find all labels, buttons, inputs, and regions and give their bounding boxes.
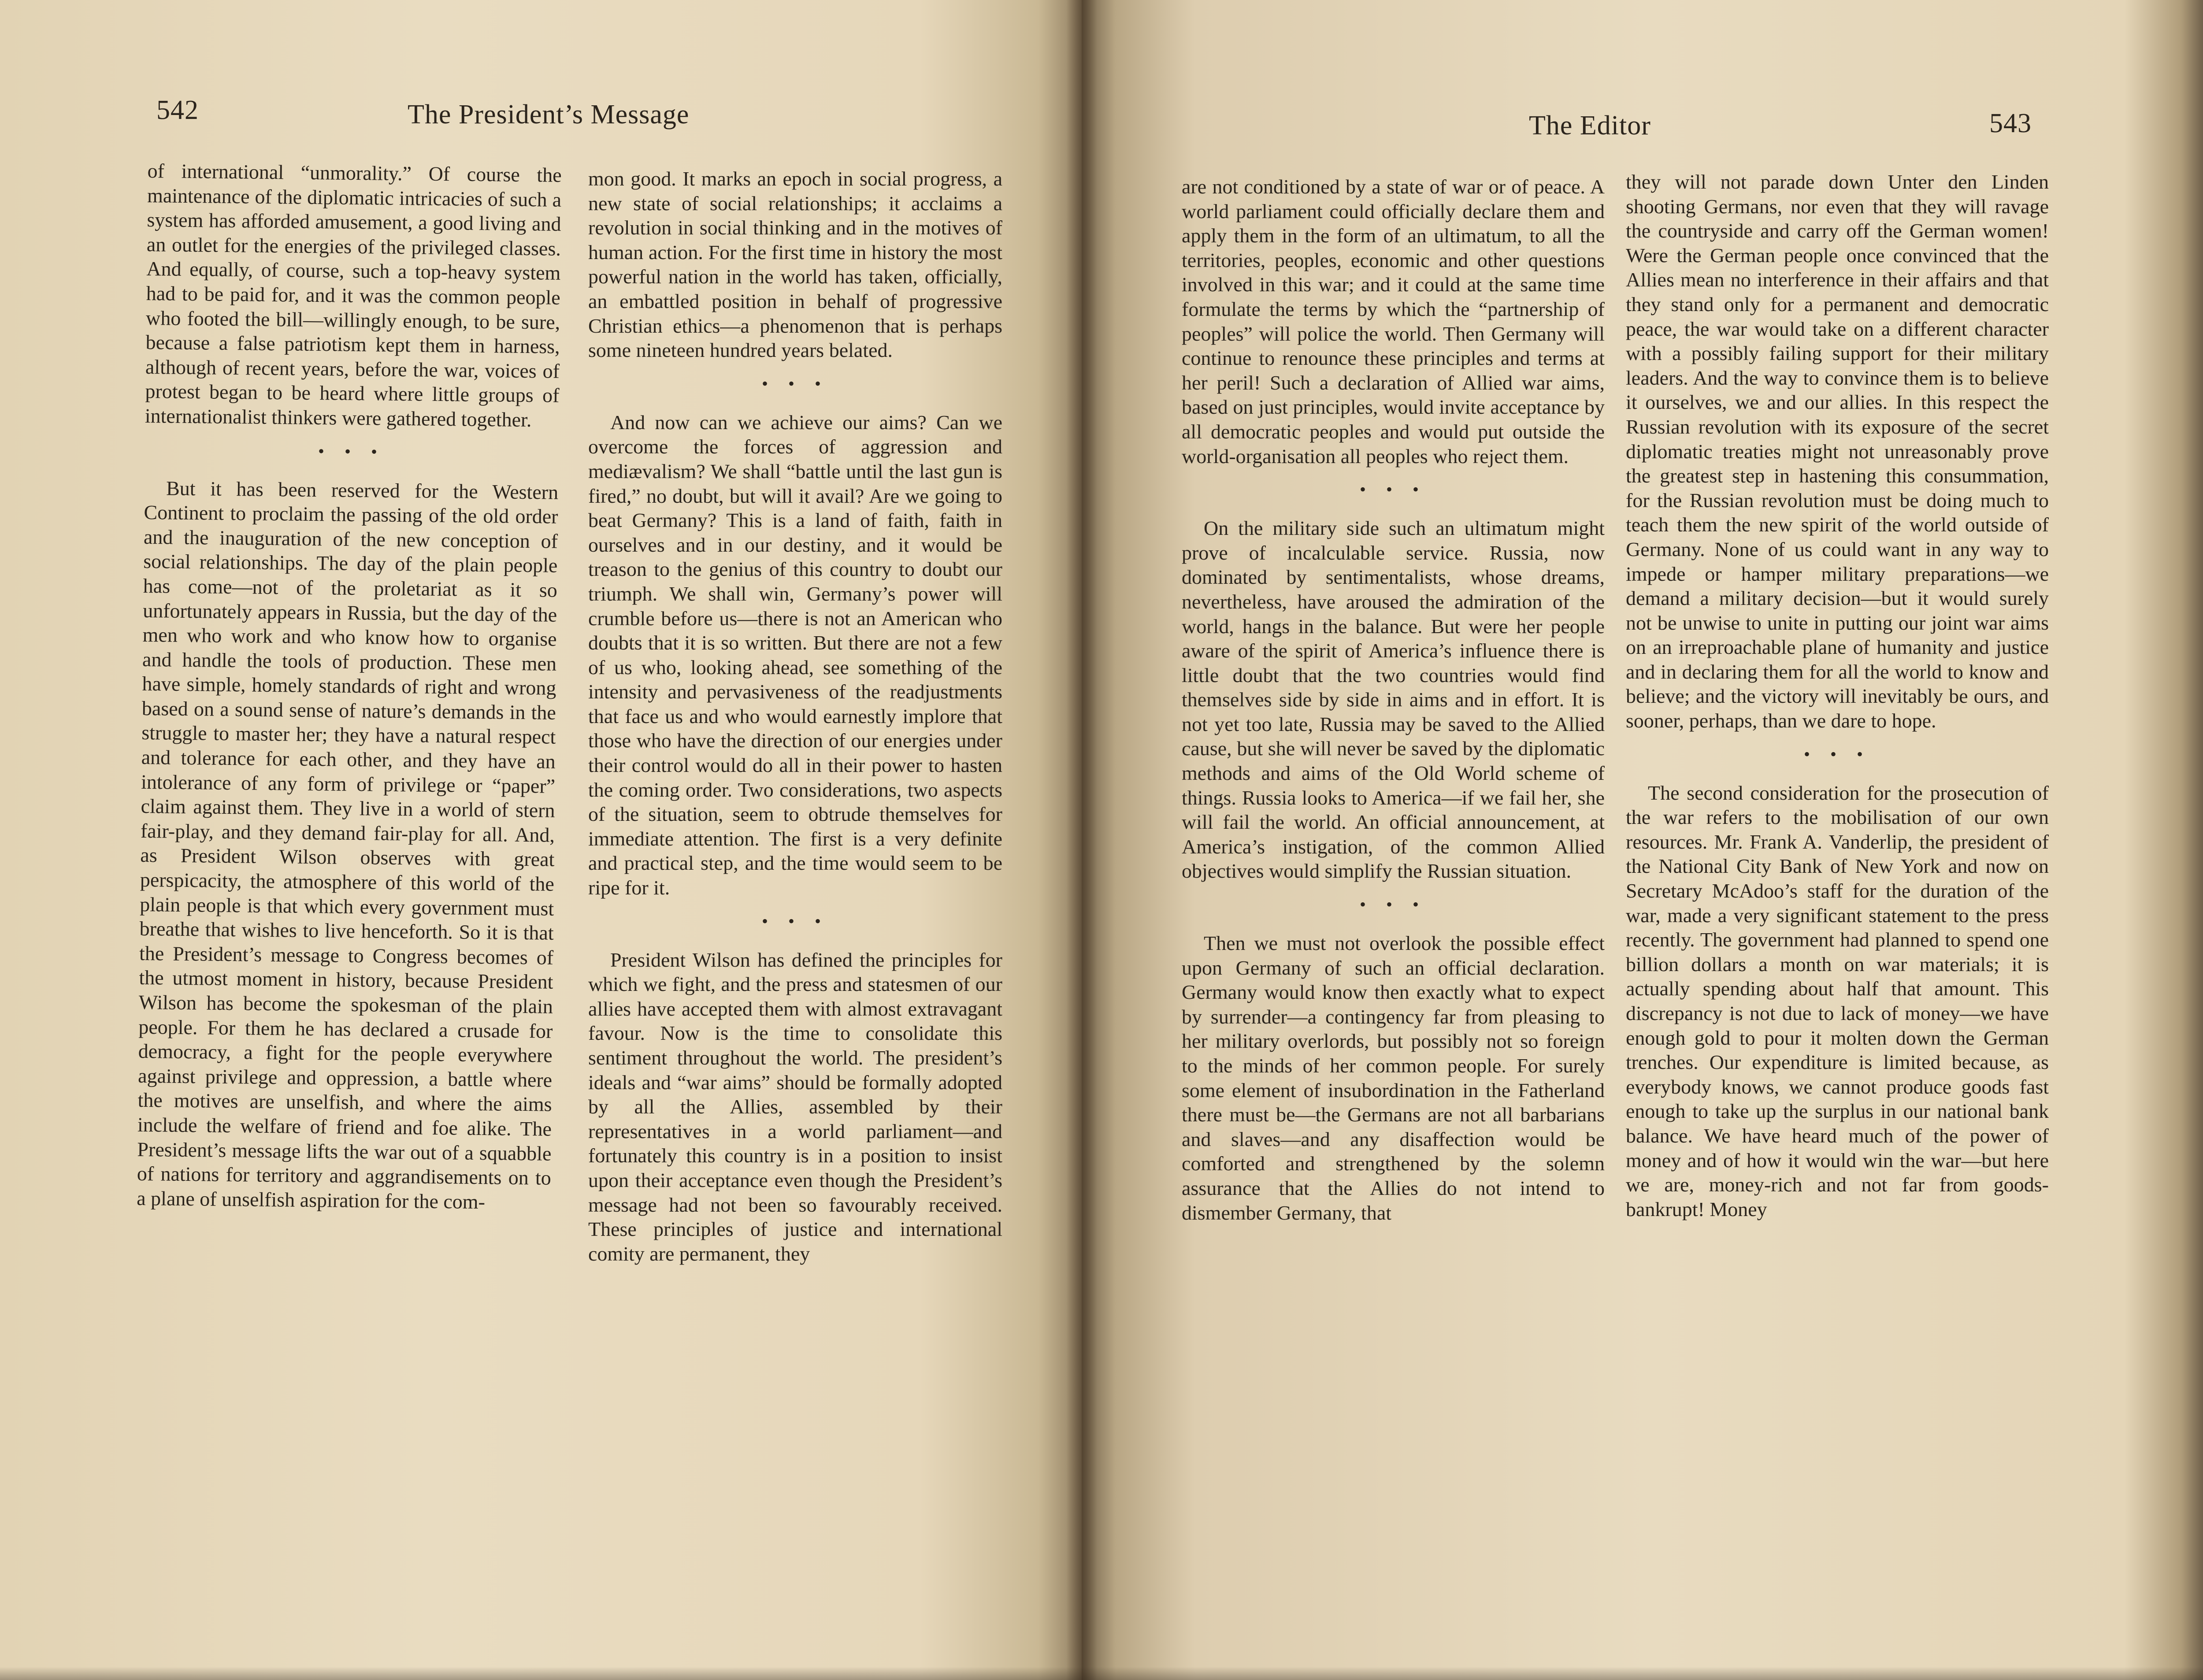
section-separator: • • • [1359,894,1427,915]
paragraph: President Wilson has defined the principles for which we fight, and the press and statesmen of our allies have accepted them with almost extravagant favour. Now is the time to consolidate this sentiment throughout the world. The president’s ideals and “war aims” should be formally adopted by all the Allies, assembled by their representatives in a world parliament—and fortunately this country is in a position to insist upon their acceptance even though the President’s message had not been so favourably received. These principles of justice and international comity are permanent, they [588,948,1002,1265]
left-page [0,0,1082,1680]
right-column-1 [1182,174,1605,1225]
page-number-left: 542 [156,95,199,125]
section-separator: • • • [318,441,386,462]
right-page [1082,0,2203,1680]
page-number-right: 543 [1989,108,2032,138]
paragraph: And now can we achieve our aims? Can we overcome the forces of aggression and mediævalism? We shall “battle until the last gun is fired,” no doubt, but will it avail? Are we going to beat Germany? This is a land of faith, faith in ourselves and in our destiny, and it would be treason to the genius of this country to doubt our triumph. We shall win, Germany’s power will crumble before us—there is not an American who doubts that it is so written. But there are not a few of us who, looking ahead, see something of the intensity and pervasiveness of the readjustments that face us and who would earnestly implore that those who have the direction of our energies under their control would do all in their power to hasten the coming order. Two considerations, two aspects of the situation, seem to obtrude themselves for immediate attention. The first is a very definite and practical step, and the time would seem to be ripe for it. [588,411,1002,899]
running-head-right: The Editor [1529,111,1651,141]
section-separator: • • • [761,911,829,931]
paragraph: are not conditioned by a state of war or of peace. A world parliament could officially declare them and apply them in the form of an ultimatum, to all the territories, peoples, economic and other questions involved in this war; and it could at the same time formulate the terms by which the “partnership of peoples” will police the world. Then Germany will continue to renounce these principles and terms at her peril! Such a declaration of Allied war aims, based on just principles, would invite acceptance by all democratic peoples and would put outside the world-organisation all peoples who reject them. [1182,175,1605,467]
book-gutter [1066,0,1097,1680]
paragraph: The second consideration for the prosecution of the war refers to the mobilisation of our own resources. Mr. Frank A. Vanderlip, the president of the National City Bank of New York and now on Secretary McAdoo’s staff for the duration of the war, made a very significant statement to the press recently. The government had planned to spend one billion dollars a month on war materials; it is actually spending about half that amount. This discrepancy is not due to lack of money—we have enough gold to pour it molten down the German trenches. Our expenditure is limited because, as everybody knows, we cannot produce goods fast enough to take up the surplus in our national bank balance. We have heard much of the power of money and of how it would win the war—but here we are, money-rich and not far from goods-bankrupt! Money [1626,781,2049,1220]
paragraph: they will not parade down Unter den Linden shooting Germans, nor even that they will ravage the countryside and carry off the German women! Were the German people once convinced that the Allies mean no interference in their affairs and that they stand only for a permanent and democratic peace, the war would take on a different character with a possibly failing support for their military leaders. And the way to convince them is to believe it ourselves, we and our allies. In this respect the Russian revolution with its exposure of the secret diplomatic treaties might not unreasonably prove the greatest step in hastening this consummation, for the Russian revolution must be doing much to teach them the new spirit of the world outside of Germany. None of us could want in any way to impede or hamper military preparations—we demand a military decision—but it would surely not be unwise to unite in putting our joint war aims on an irreproachable plane of humanity and justice and in declaring them for all the world to know and believe; and the victory will inevitably be ours, and sooner, perhaps, than we dare to hope. [1626,171,2049,732]
paragraph: Then we must not overlook the possible effect upon Germany of such an official declaration. Germany would know then exactly what to expect by surrender—a contingency far from pleasing to her military overlords, but possibly not so foreign to the minds of her common people. For surely some element of insubordination in the Fatherland there must be—the Germans are not all barbarians and slaves—and any disaffection would be comforted and strengthened by the solemn assurance that the Allies do not intend to dismember Germany, that [1182,932,1605,1224]
paragraph: But it has been reserved for the Western Continent to proclaim the passing of the old order and the inauguration of the new conception of social relationships. The day of the plain people has come—not of the proletariat as it so unfortunately appears in Russia, but the day of the men who work and who know how to organise and handle the tools of production. These men have simple, homely standards of right and wrong based on a sound sense of nature’s demands in the struggle to master her; they have a natural respect and tolerance for each other, and they have an intolerance of any form of privilege or “paper” claim against them. They live in a world of stern fair-play, and they demand fair-play for all. And, as President Wilson observes with great perspicacity, the atmosphere of this world of the plain people is that which every government must breathe that wishes to live henceforth. So it is that the President’s message to Congress becomes of the utmost moment in history, because President Wilson has become the spokesman of the plain people. For them he has declared a crusade for democracy, a fight for the people everywhere against privilege and oppression, a battle where the motives are unselfish, and where the aims include the welfare of friend and foe alike. The President’s message lifts the war out of a squabble of nations for territory and aggrandisements on to a plane of unselfish aspiration for the com- [137,477,559,1213]
paragraph: of international “unmorality.” Of course the maintenance of the diplomatic intricacies of such a system has afforded amusement, a good living and an outlet for the energies of the privileged classes. And equally, of course, such a top-heavy system had to be paid for, and it was the common people who footed the bill—willingly enough, to be sure, because a false patriotism kept them in harness, although of recent years, before the war, voices of protest began to be heard where little groups of internationalist thinkers were gathered together. [145,159,562,431]
section-separator: • • • [761,373,829,393]
right-column-2 [1626,170,2049,1221]
left-column-2 [588,167,1002,1266]
left-column-1 [137,159,562,1215]
paragraph: On the military side such an ultimatum might prove of incalculable service. Russia, now dominated by sentimentalists, whose dreams, nevertheless, have aroused the admiration of the world, hangs in the balance. But were her people aware of the spirit of America’s influence there is little doubt that the two countries would find themselves side by side in aims and in effort. It is not yet too late, Russia may be saved to the Allied cause, but she will never be saved by the diplomatic methods and aims of the Old World scheme of things. Russia looks to America—if we fail her, she will fail the world. An official announcement, at America’s instigation, of the common Allied objectives would simplify the Russian situation. [1182,517,1605,883]
paragraph: mon good. It marks an epoch in social progress, a new state of social relationships; it acclaims a revolution in social thinking and in the motives of human action. For the first time in history the most powerful nation in the world has taken, officially, an embattled position in behalf of progressive Christian ethics—a phenomenon that is perhaps some nineteen hundred years belated. [588,167,1002,362]
section-separator: • • • [1359,479,1427,500]
page-edge-shadow [0,1667,2203,1680]
running-head-left: The President’s Message [408,100,690,130]
section-separator: • • • [1803,744,1871,764]
